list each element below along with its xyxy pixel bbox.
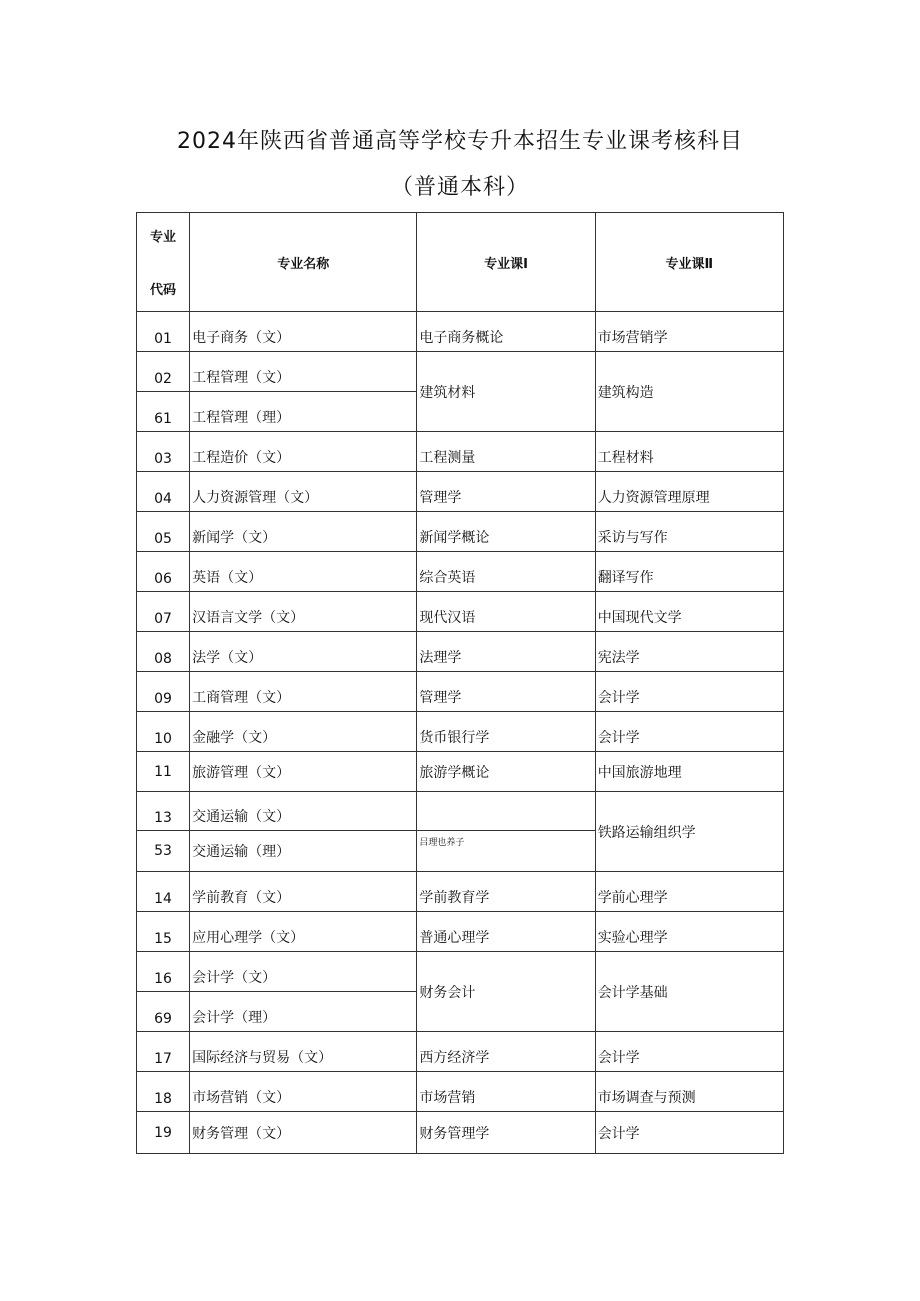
row-code: 61 [137,392,190,432]
row-course2: 会计学 [595,672,783,712]
row-code: 17 [137,1032,190,1072]
table-row [137,1032,784,1072]
row-code: 09 [137,672,190,712]
row-course1: 旅游学概论 [417,752,595,792]
row-name: 旅游管理（文） [190,752,417,792]
row-course1: 市场营销 [417,1072,595,1112]
table-row [137,1072,784,1112]
table-row [137,872,784,912]
header-code [137,213,190,312]
row-name: 工程管理（理） [190,392,417,432]
row-name: 应用心理学（文） [190,912,417,952]
row-course1: 现代汉语 [417,592,595,632]
row-name: 交通运输（理） [190,831,417,872]
row-course2: 会计学 [595,712,783,752]
row-code: 13 [137,792,190,831]
row-code: 11 [137,752,190,792]
row-code: 16 [137,952,190,992]
row-name: 金融学（文） [190,712,417,752]
table-row [137,672,784,712]
row-course2: 铁路运输组织学 [595,792,783,872]
row-course1: 财务会计 [417,952,595,1032]
row-course1: 学前教育学 [417,872,595,912]
row-code: 06 [137,552,190,592]
row-name: 法学（文） [190,632,417,672]
row-course2: 市场营销学 [595,312,783,352]
table-row [137,632,784,672]
row-name: 市场营销（文） [190,1072,417,1112]
row-course2: 建筑构造 [595,352,783,432]
row-name: 会计学（文） [190,952,417,992]
subjects-table [136,212,784,1154]
row-code: 03 [137,432,190,472]
row-code: 08 [137,632,190,672]
table-row [137,512,784,552]
row-code: 02 [137,352,190,392]
row-code: 07 [137,592,190,632]
row-course2: 会计学基础 [595,952,783,1032]
row-course1: 工程测量 [417,432,595,472]
row-name: 新闻学（文） [190,512,417,552]
row-name: 汉语言文学（文） [190,592,417,632]
row-course1: 电子商务概论 [417,312,595,352]
row-course1: 吕理也养子 [419,838,465,848]
row-course2: 人力资源管理原理 [595,472,783,512]
table-row [137,592,784,632]
row-course2: 学前心理学 [595,872,783,912]
row-code: 04 [137,472,190,512]
row-name: 国际经济与贸易（文） [190,1032,417,1072]
row-code: 14 [137,872,190,912]
row-course2: 会计学 [595,1032,783,1072]
table-row [137,952,784,992]
row-course2: 翻译写作 [595,552,783,592]
document-subtitle: （普通本科） [390,175,529,200]
row-name: 会计学（理） [190,992,417,1032]
row-course1: 货币银行学 [417,712,595,752]
header-code-top: 专业 [150,230,177,245]
row-code: 01 [137,312,190,352]
row-code: 18 [137,1072,190,1112]
row-course1: 新闻学概论 [417,512,595,552]
header-course2: 专业课Ⅱ [595,213,783,312]
row-name: 电子商务（文） [190,312,417,352]
row-course2: 实验心理学 [595,912,783,952]
table-row [137,1112,784,1154]
table-row [137,712,784,752]
row-course1: 西方经济学 [417,1032,595,1072]
row-course2: 市场调查与预测 [595,1072,783,1112]
row-code: 10 [137,712,190,752]
row-course2: 工程材料 [595,432,783,472]
table-header-row [137,213,784,312]
row-name: 英语（文） [190,552,417,592]
table-row [137,472,784,512]
row-course2: 采访与写作 [595,512,783,552]
row-code: 69 [137,992,190,1032]
table-row [137,352,784,392]
row-course2: 宪法学 [595,632,783,672]
table-row [137,752,784,792]
table-row [137,312,784,352]
document-title: 2024年陕西省普通高等学校专升本招生专业课考核科目 [177,129,743,154]
row-course1: 普通心理学 [417,912,595,952]
row-course1-empty [417,792,595,831]
row-name: 人力资源管理（文） [190,472,417,512]
row-name: 财务管理（文） [190,1112,417,1154]
header-code-bottom: 代码 [150,283,177,298]
row-name: 工程造价（文） [190,432,417,472]
row-course1: 财务管理学 [417,1112,595,1154]
row-name: 工程管理（文） [190,352,417,392]
row-name: 工商管理（文） [190,672,417,712]
row-course1-small [417,831,595,872]
header-name: 专业名称 [190,213,417,312]
row-course2: 会计学 [595,1112,783,1154]
row-course1: 管理学 [417,672,595,712]
row-code: 15 [137,912,190,952]
row-code: 53 [137,831,190,872]
row-course2: 中国现代文学 [595,592,783,632]
table-row [137,552,784,592]
table-row [137,912,784,952]
row-course1: 法理学 [417,632,595,672]
row-code: 19 [137,1112,190,1154]
header-course1: 专业课Ⅰ [417,213,595,312]
table-row [137,432,784,472]
table-row [137,792,784,831]
row-course1: 建筑材料 [417,352,595,432]
row-name: 学前教育（文） [190,872,417,912]
row-course1: 管理学 [417,472,595,512]
row-code: 05 [137,512,190,552]
row-course1: 综合英语 [417,552,595,592]
row-name: 交通运输（文） [190,792,417,831]
row-course2: 中国旅游地理 [595,752,783,792]
